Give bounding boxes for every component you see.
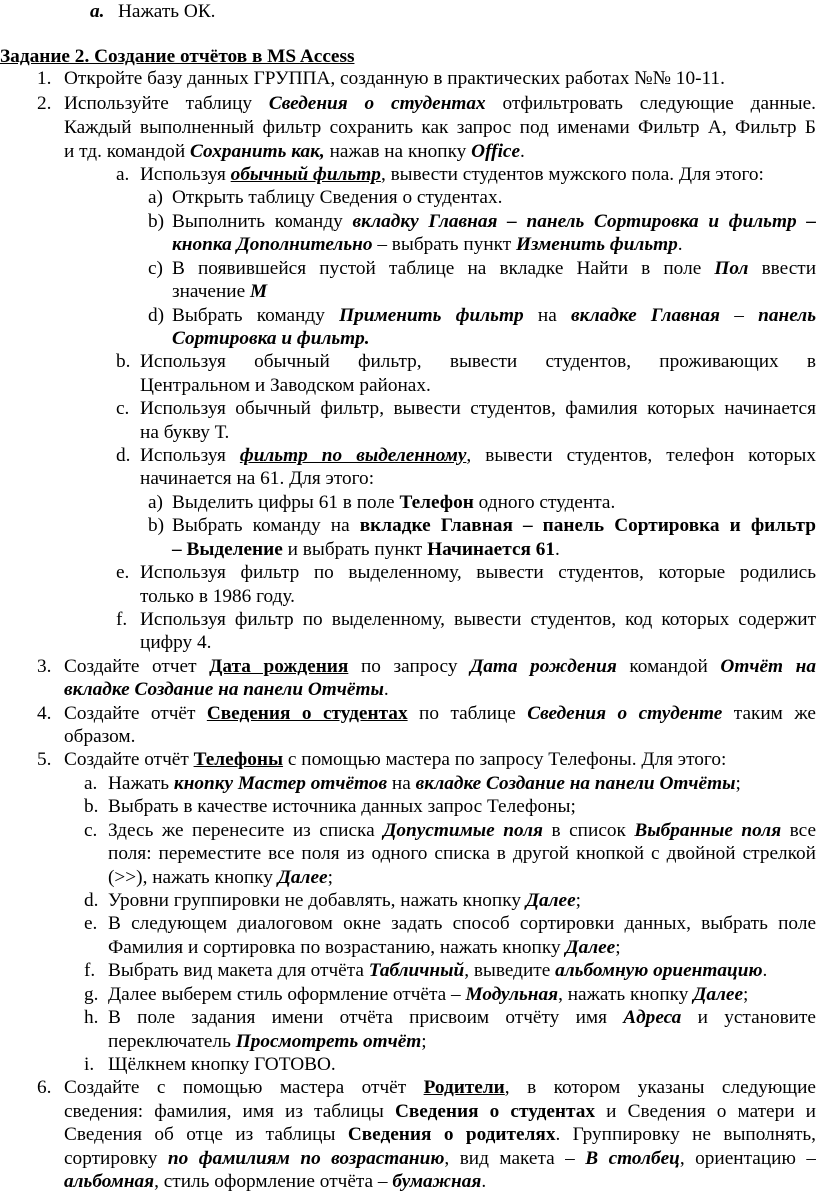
item-text-line: Создайте отчёт Телефоны с помощью мастера по запросу Телефоны. Для этого: bbox=[64, 749, 727, 771]
sub-text: Используя обычный фильтр, вывести студентов, проживающих в bbox=[140, 351, 816, 373]
sub-text: Центральном и Заводском районах. bbox=[140, 374, 431, 396]
sub-text: Используя обычный фильтр, вывести студентов, фамилия которых начинается bbox=[140, 398, 816, 420]
step-text: Открыть таблицу Сведения о студентах. bbox=[172, 187, 503, 209]
item-text-line: сведения: фамилия, имя из таблицы Сведения о студентах и Сведения о матери и bbox=[64, 1100, 816, 1122]
sub-text: Используя обычный фильтр, вывести студентов мужского пола. Для этого: bbox=[140, 164, 764, 185]
item-number: 4. bbox=[37, 702, 52, 724]
sub-letter: e. bbox=[116, 562, 130, 584]
sub-letter: g. bbox=[84, 983, 99, 1005]
sub-letter: a. bbox=[116, 164, 130, 185]
sub-letter: i. bbox=[84, 1053, 95, 1075]
item-text-line: Сведения об отце из таблицы Сведения о родителях. Группировку не выполнять, bbox=[64, 1124, 816, 1146]
sub-text: поля: переместите все поля из одного списка в другой кнопкой с двойной стрелкой bbox=[108, 843, 816, 865]
step-text: кнопка Дополнительно – выбрать пункт Изменить фильтр. bbox=[172, 234, 683, 256]
step-text: значение М bbox=[172, 281, 268, 303]
step-text: Выбрать команду на вкладке Главная – панель Сортировка и фильтр bbox=[172, 515, 816, 537]
sub-text: только в 1986 году. bbox=[140, 585, 295, 607]
item-text-line: Создайте с помощью мастера отчёт Родители, в котором указаны следующие bbox=[64, 1077, 816, 1099]
item-number: 3. bbox=[37, 655, 52, 677]
step-marker: b) bbox=[148, 210, 165, 232]
sub-text: Щёлкнем кнопку ГОТОВО. bbox=[108, 1053, 336, 1075]
item-text-line: образом. bbox=[64, 726, 136, 747]
sub-letter: c. bbox=[84, 819, 98, 841]
sub-text: Далее выберем стиль оформление отчёта – Модульная, нажать кнопку Далее; bbox=[108, 983, 749, 1005]
step-marker: a) bbox=[148, 491, 163, 513]
step-marker: a) bbox=[148, 187, 163, 209]
sub-letter: f. bbox=[116, 608, 128, 630]
step-text: Выделить цифры 61 в поле Телефон одного студента. bbox=[172, 491, 616, 513]
item-text-line: альбомная, стиль оформление отчёта – бумажная. bbox=[64, 1171, 487, 1192]
section-title: Задание 2. Создание отчётов в MS Access bbox=[0, 45, 355, 67]
step-text: – Выделение и выбрать пункт Начинается 61. bbox=[172, 538, 560, 560]
item-text-line: Каждый выполненный фильтр сохранить как запрос под именами Фильтр А, Фильтр Б bbox=[64, 117, 816, 139]
item-number: 1. bbox=[37, 68, 52, 90]
sub-text: Здесь же перенесите из списка Допустимые поля в список Выбранные поля все bbox=[108, 819, 816, 841]
sub-letter: a. bbox=[84, 772, 98, 794]
sub-text: Выбрать в качестве источника данных запрос Телефоны; bbox=[108, 796, 576, 818]
sub-text: Используя фильтр по выделенному, вывести студентов, которые родились bbox=[140, 562, 816, 584]
item-text-line: Используйте таблицу Сведения о студентах отфильтровать следующие данные. bbox=[64, 92, 816, 114]
item-text-line: Создайте отчёт Сведения о студентах по таблице Сведения о студенте таким же bbox=[64, 702, 816, 724]
sub-text: В следующем диалоговом окне задать способ сортировки данных, выбрать поле bbox=[108, 913, 816, 935]
item-text-line: вкладке Создание на панели Отчёты. bbox=[64, 679, 389, 701]
sub-letter: c. bbox=[116, 398, 130, 420]
item-text-line: сортировку по фамилиям по возрастанию, вид макета – В столбец, ориентацию – bbox=[64, 1147, 816, 1169]
sub-text: Используя фильтр по выделенному, вывести студентов, телефон которых bbox=[140, 445, 816, 466]
sub-text: Фамилия и сортировка по возрастанию, нажать кнопку Далее; bbox=[108, 936, 621, 958]
step-text: Выполнить команду вкладку Главная – панель Сортировка и фильтр – bbox=[172, 210, 816, 232]
sub-letter: f. bbox=[84, 960, 96, 982]
list-marker: a. bbox=[90, 1, 105, 22]
sub-text: Уровни группировки не добавлять, нажать кнопку Далее; bbox=[108, 890, 581, 911]
sub-text: Выбрать вид макета для отчёта Табличный, выведите альбомную ориентацию. bbox=[108, 960, 768, 982]
step-text: Сортировка и фильтр. bbox=[172, 327, 370, 349]
sub-letter: e. bbox=[84, 913, 98, 935]
sub-text: Используя фильтр по выделенному, вывести студентов, код которых содержит bbox=[140, 608, 816, 630]
sub-letter: b. bbox=[116, 351, 131, 373]
step-marker: d) bbox=[148, 304, 165, 326]
item-text: Откройте базу данных ГРУППА, созданную в практических работах №№ 10-11. bbox=[64, 68, 725, 90]
sub-text: В поле задания имени отчёта присвоим отчёту имя Адреса и установите bbox=[108, 1007, 816, 1029]
step-text: Нажать ОК. bbox=[118, 1, 216, 22]
sub-text: начинается на 61. Для этого: bbox=[140, 468, 375, 490]
sub-text: (>>), нажать кнопку Далее; bbox=[108, 866, 333, 888]
sub-text: Нажать кнопку Мастер отчётов на вкладке Создание на панели Отчёты; bbox=[108, 772, 741, 794]
sub-letter: b. bbox=[84, 796, 99, 818]
item-number: 6. bbox=[37, 1077, 52, 1099]
step-text: В появившейся пустой таблице на вкладке Найти в поле Пол ввести bbox=[172, 257, 816, 279]
sub-letter: d. bbox=[84, 890, 99, 911]
item-number: 5. bbox=[37, 749, 52, 771]
sub-text: на букву Т. bbox=[140, 421, 230, 443]
step-text: Выбрать команду Применить фильтр на вкладке Главная – панель bbox=[172, 304, 816, 326]
sub-letter: h. bbox=[84, 1007, 99, 1029]
step-marker: b) bbox=[148, 515, 165, 537]
step-marker: c) bbox=[148, 257, 163, 279]
item-number: 2. bbox=[37, 92, 52, 114]
sub-letter: d. bbox=[116, 445, 131, 466]
item-text-line: и тд. командой Сохранить как, нажав на кнопку Office. bbox=[64, 140, 525, 162]
item-text-line: Создайте отчет Дата рождения по запросу Дата рождения командой Отчёт на bbox=[64, 655, 816, 677]
sub-text: переключатель Просмотреть отчёт; bbox=[108, 1030, 427, 1052]
sub-text: цифру 4. bbox=[140, 632, 212, 654]
